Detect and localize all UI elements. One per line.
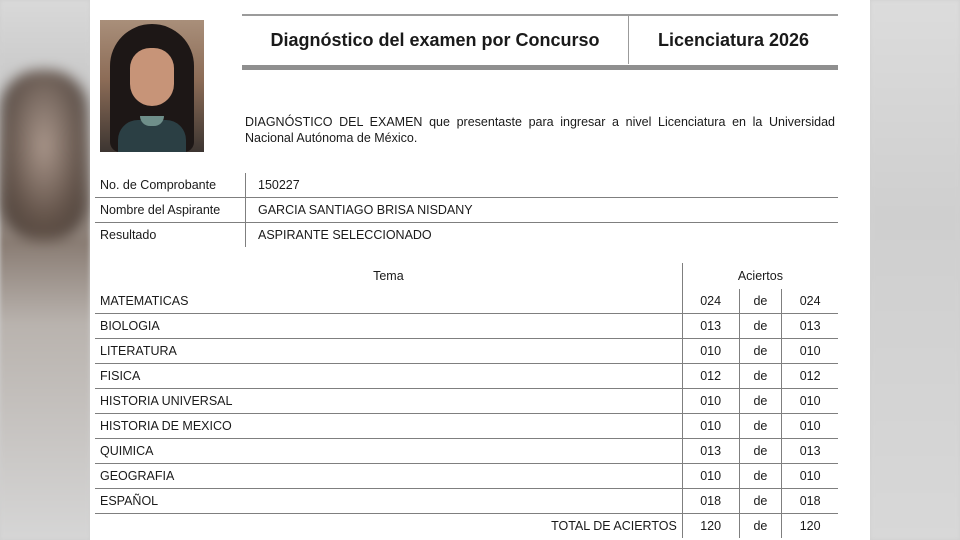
scores-header-row (95, 263, 838, 289)
table-row (95, 489, 838, 514)
info-value: GARCIA SANTIAGO BRISA NISDANY (246, 198, 839, 223)
correct-count: 010 (682, 414, 739, 439)
blurred-background-right (870, 0, 960, 540)
total-questions-all: 120 (782, 514, 838, 539)
table-row (95, 339, 838, 364)
applicant-photo (100, 20, 204, 152)
correct-count: 012 (682, 364, 739, 389)
info-row (95, 198, 838, 223)
total-questions: 013 (782, 439, 838, 464)
correct-count: 018 (682, 489, 739, 514)
separator-de: de (739, 364, 782, 389)
correct-count: 013 (682, 439, 739, 464)
table-row (95, 439, 838, 464)
total-questions: 012 (782, 364, 838, 389)
info-row (95, 173, 838, 198)
column-header-aciertos: Aciertos (682, 263, 838, 289)
info-value: ASPIRANTE SELECCIONADO (258, 228, 432, 242)
subject-name: QUIMICA (95, 439, 682, 464)
separator-de: de (739, 489, 782, 514)
subject-name: HISTORIA DE MEXICO (95, 414, 682, 439)
subject-name: LITERATURA (95, 339, 682, 364)
total-questions: 013 (782, 314, 838, 339)
subject-name: ESPAÑOL (95, 489, 682, 514)
info-row (95, 223, 838, 248)
correct-count: 010 (682, 464, 739, 489)
separator-de: de (739, 389, 782, 414)
table-row (95, 414, 838, 439)
header-bottom-rule (242, 65, 838, 70)
exam-document (90, 0, 870, 540)
document-header (242, 16, 838, 64)
separator-de: de (739, 464, 782, 489)
document-title: Diagnóstico del examen por Concurso (242, 16, 629, 64)
subject-name: FISICA (95, 364, 682, 389)
total-row (95, 514, 838, 539)
table-row (95, 389, 838, 414)
total-questions: 010 (782, 414, 838, 439)
applicant-info-table (95, 173, 838, 247)
info-label: No. de Comprobante (95, 173, 246, 198)
total-questions: 010 (782, 339, 838, 364)
correct-count: 010 (682, 389, 739, 414)
document-level: Licenciatura 2026 (657, 29, 810, 50)
table-row (95, 289, 838, 314)
intro-paragraph: DIAGNÓSTICO DEL EXAMEN que presentaste para ingresar a nivel Licenciatura en la Universidad Nacional Autónoma de México. (245, 115, 835, 145)
separator-de: de (739, 514, 782, 539)
column-header-tema: Tema (373, 269, 404, 283)
total-questions: 018 (782, 489, 838, 514)
separator-de: de (739, 414, 782, 439)
blurred-background-figure (0, 70, 88, 240)
table-row (95, 464, 838, 489)
subject-name: HISTORIA UNIVERSAL (95, 389, 682, 414)
separator-de: de (739, 439, 782, 464)
correct-count: 024 (682, 289, 739, 314)
subject-name: BIOLOGIA (95, 314, 682, 339)
correct-count: 013 (682, 314, 739, 339)
blurred-background-left (0, 0, 90, 540)
table-row (95, 314, 838, 339)
subject-name: MATEMATICAS (95, 289, 682, 314)
total-questions: 024 (782, 289, 838, 314)
correct-count: 010 (682, 339, 739, 364)
total-questions: 010 (782, 464, 838, 489)
separator-de: de (739, 339, 782, 364)
total-correct: 120 (682, 514, 739, 539)
info-label: Nombre del Aspirante (95, 198, 246, 223)
table-row (95, 364, 838, 389)
scores-body (95, 289, 838, 538)
separator-de: de (739, 314, 782, 339)
total-questions: 010 (782, 389, 838, 414)
total-label: TOTAL DE ACIERTOS (551, 519, 677, 533)
scores-table (95, 263, 838, 538)
info-label: Resultado (95, 223, 246, 248)
separator-de: de (739, 289, 782, 314)
subject-name: GEOGRAFIA (95, 464, 682, 489)
info-value: 150227 (246, 173, 839, 198)
